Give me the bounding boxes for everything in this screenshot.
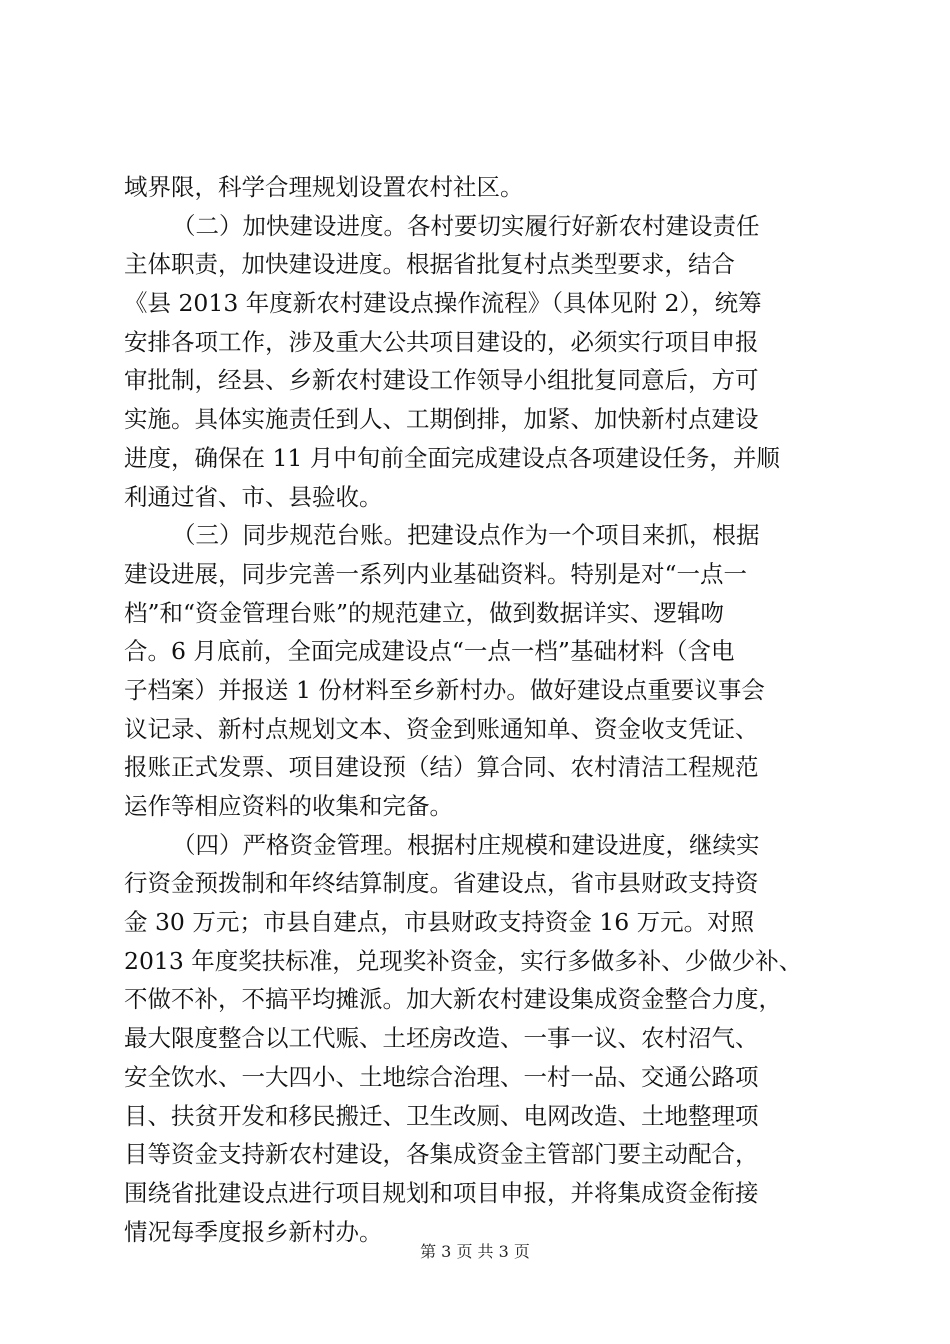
text-line: 2013 年度奖扶标准，兑现奖补资金，实行多做多补、少做少补、	[124, 946, 803, 975]
text-line: 《县 2013 年度新农村建设点操作流程》（具体见附 2），统筹	[124, 289, 762, 318]
text-line: 合。6 月底前，全面完成建设点“一点一档”基础材料（含电	[124, 637, 735, 666]
document-body	[124, 168, 840, 1251]
paragraph-start-line: （四）严格资金管理。根据村庄规模和建设进度，继续实	[172, 830, 760, 859]
text-line: 情况每季度报乡新村办。	[124, 1217, 383, 1246]
text-line: 利通过省、市、县验收。	[124, 482, 383, 511]
text-line: 进度，确保在 11 月中旬前全面完成建设点各项建设任务，并顺	[124, 443, 780, 472]
text-line: 建设进展，同步完善一系列内业基础资料。特别是对“一点一	[124, 559, 748, 588]
text-line: 不做不补，不搞平均摊派。加大新农村建设集成资金整合力度，	[124, 985, 782, 1014]
text-line: 围绕省批建设点进行项目规划和项目申报，并将集成资金衔接	[124, 1178, 759, 1207]
text-line: 议记录、新村点规划文本、资金到账通知单、资金收支凭证、	[124, 714, 759, 743]
paragraph-start-line: （三）同步规范台账。把建设点作为一个项目来抓，根据	[172, 521, 760, 550]
text-line: 金 30 万元；市县自建点，市县财政支持资金 16 万元。对照	[124, 908, 755, 937]
text-line: 实施。具体实施责任到人、工期倒排，加紧、加快新村点建设	[124, 405, 759, 434]
text-line: 主体职责，加快建设进度。根据省批复村点类型要求，结合	[124, 250, 735, 279]
text-line: 安排各项工作，涉及重大公共项目建设的，必须实行项目申报	[124, 327, 759, 356]
text-line: 域界限，科学合理规划设置农村社区。	[124, 173, 524, 201]
text-line: 档”和“资金管理台账”的规范建立，做到数据详实、逻辑吻	[124, 598, 725, 627]
text-line: 最大限度整合以工代赈、土坯房改造、一事一议、农村沼气、	[124, 1024, 759, 1053]
text-line: 安全饮水、一大四小、土地综合治理、一村一品、交通公路项	[124, 1062, 759, 1091]
page-footer: 第 3 页 共 3 页	[420, 1242, 530, 1261]
text-line: 目等资金支持新农村建设，各集成资金主管部门要主动配合，	[124, 1140, 759, 1169]
text-line: 报账正式发票、项目建设预（结）算合同、农村清洁工程规范	[124, 753, 759, 782]
text-line: 运作等相应资料的收集和完备。	[124, 792, 453, 820]
text-line: 子档案）并报送 1 份材料至乡新村办。做好建设点重要议事会	[124, 675, 765, 704]
paragraph-start-line: （二）加快建设进度。各村要切实履行好新农村建设责任	[172, 211, 760, 240]
text-line: 行资金预拨制和年终结算制度。省建设点，省市县财政支持资	[124, 869, 759, 898]
text-line: 目、扶贫开发和移民搬迁、卫生改厕、电网改造、土地整理项	[124, 1101, 759, 1130]
text-line: 审批制，经县、乡新农村建设工作领导小组批复同意后，方可	[124, 366, 759, 395]
